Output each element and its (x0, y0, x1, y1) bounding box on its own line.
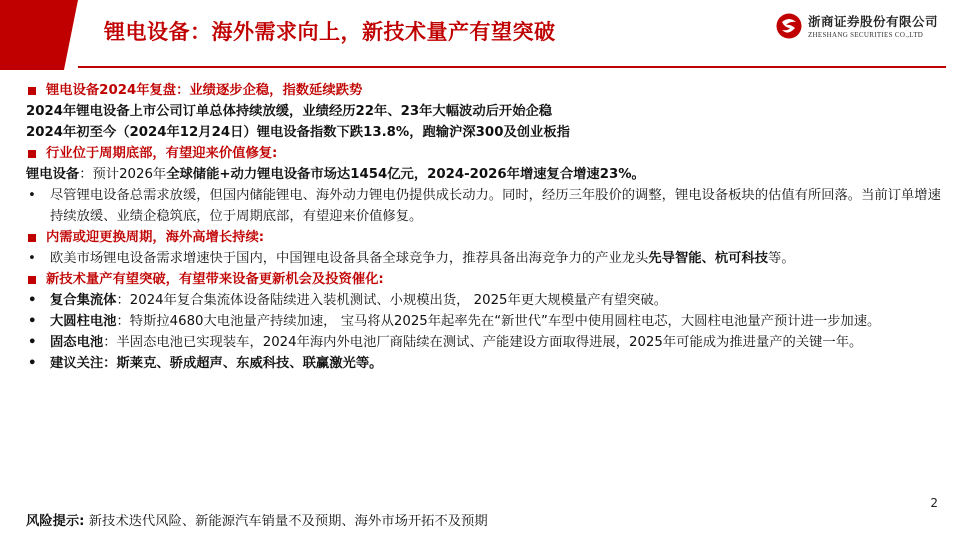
page-number: 2 (930, 496, 938, 510)
bullet-dot-icon: • (28, 293, 37, 308)
tech-text: ：特斯拉4680大电池量产持续加速， 宝马将从2025年起率先在“新世代”车型中使用圆柱电芯，大圆柱电池量产预计进一步加速。 (116, 314, 881, 329)
review-line-index: 2024年初至今（2024年12月24日）锂电设备指数下跌13.8%，跑输沪深300及创业板指 (26, 125, 570, 140)
list-item (26, 248, 946, 269)
overseas-tail: 等。 (768, 251, 795, 266)
recommendation-text: 建议关注：斯莱克、骄成超声、东威科技、联赢激光等。 (50, 356, 383, 371)
list-item-solid-state (26, 332, 946, 353)
square-bullet-icon (28, 276, 36, 284)
review-line-orders: 2024年锂电设备上市公司订单总体持续放缓，业绩经历22年、23年大幅波动后开始企稳 (26, 104, 553, 119)
tech-text: ：2024年复合集流体设备陆续进入装机测试、小规模出货， 2025年更大规模量产有望突破。 (116, 293, 668, 308)
header-red-block (0, 0, 78, 70)
section-heading-text: 内需或迎更换周期，海外高增长持续: (46, 230, 265, 245)
bullet-dot-icon: • (28, 335, 37, 350)
overseas-text: 欧美市场锂电设备需求增速快于国内，中国锂电设备具备全球竞争力，推荐具备出海竞争力的产业龙头 (50, 251, 649, 266)
logo-chinese-name: 浙商证券股份有限公司 (807, 14, 938, 29)
header-divider (78, 66, 946, 68)
slide-content (26, 80, 946, 374)
page-title: 锂电设备：海外需求向上，新技术量产有望突破 (104, 20, 556, 44)
section-heading-text: 新技术量产有望突破，有望带来设备更新机会及投资催化: (46, 272, 384, 287)
bullet-dot-icon: • (28, 356, 37, 371)
square-bullet-icon (28, 234, 36, 242)
tech-text: ：半固态电池已实现装车，2024年海内外电池厂商陆续在测试、产能建设方面取得进展，2025年可能成为推进量产的关键一年。 (103, 335, 863, 350)
market-forecast-line (26, 164, 946, 185)
section-heading-replacement-cycle (26, 227, 946, 248)
section-heading-text: 行业位于周期底部，有望迎来价值修复: (46, 146, 278, 161)
list-item-large-cylinder (26, 311, 946, 332)
risk-text: 新技术迭代风险、新能源汽车销量不及预期、海外市场开拓不及预期 (84, 514, 488, 529)
zheshang-logo-icon (776, 13, 802, 39)
risk-label: 风险提示: (26, 514, 85, 529)
section-heading-cycle-bottom (26, 143, 946, 164)
forecast-bold-text: 全球储能+动力锂电设备市场达1454亿元，2024-2026年增速复合增速23%。 (166, 167, 645, 182)
square-bullet-icon (28, 150, 36, 158)
company-logo (776, 12, 938, 39)
tech-label: 大圆柱电池 (50, 314, 117, 329)
forecast-text: ：预计2026年 (79, 167, 167, 182)
bullet-dot-icon: • (28, 251, 36, 266)
risk-disclaimer (26, 510, 488, 529)
forecast-label: 锂电设备 (26, 167, 80, 182)
section-heading-new-tech (26, 269, 946, 290)
bullet-text (50, 248, 946, 269)
list-item-recommendation (26, 353, 946, 374)
tech-label: 固态电池 (50, 335, 104, 350)
bullet-text: 尽管锂电设备总需求放缓，但国内储能锂电、海外动力锂电仍提供成长动力。同时，经历三年股价的调整，锂电设备板块的估值有所回落。当前订单增速持续放缓、业绩企稳筑底，位于周期底部，有望迎来价值修复。 (50, 188, 941, 224)
square-bullet-icon (28, 87, 36, 95)
section-heading-2024-review (26, 80, 946, 101)
list-item (26, 185, 946, 227)
tech-label: 复合集流体 (50, 293, 117, 308)
logo-english-name: ZHESHANG SECURITIES CO.,LTD (807, 31, 924, 39)
recommended-companies: 先导智能、杭可科技 (648, 251, 769, 266)
bullet-dot-icon: • (28, 314, 37, 329)
section-heading-text: 锂电设备2024年复盘：业绩逐步企稳，指数延续跌势 (46, 83, 363, 98)
list-item-composite-collector (26, 290, 946, 311)
bullet-dot-icon: • (28, 188, 36, 203)
